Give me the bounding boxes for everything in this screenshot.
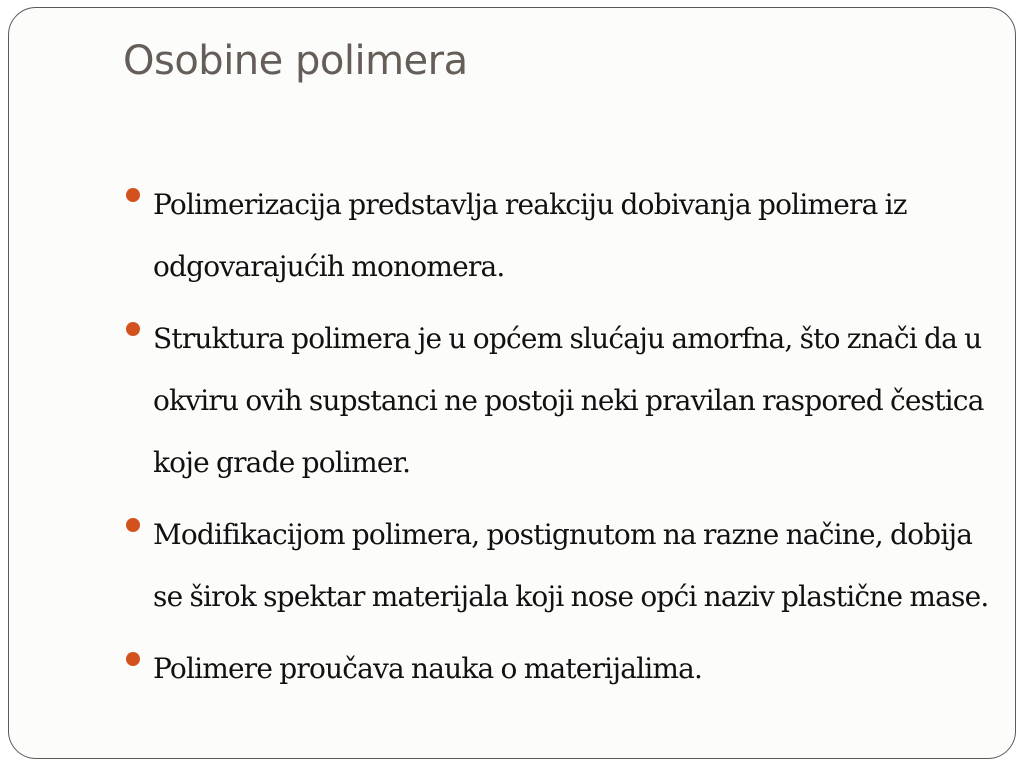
bullet-dot-icon (126, 188, 140, 202)
bullet-text: Polimerizacija predstavlja reakciju dobivanja polimera iz odgovarajućih monomera. (153, 188, 907, 283)
list-item (123, 504, 1003, 628)
slide-title: Osobine polimera (123, 38, 468, 84)
bullet-dot-icon (126, 518, 140, 532)
bullet-dot-icon (126, 322, 140, 336)
list-item (123, 638, 1003, 700)
bullet-text: Polimere proučava nauka o materijalima. (153, 652, 703, 685)
slide-frame (8, 7, 1016, 759)
bullet-list (123, 174, 1003, 710)
bullet-text: Modifikacijom polimera, postignutom na razne načine, dobija se širok spektar materijala koji nose opći naziv plastične mase. (153, 518, 989, 613)
bullet-text: Struktura polimera je u općem slućaju amorfna, što znači da u okviru ovih supstanci ne postoji neki pravilan raspored čestica koje grade polimer. (153, 322, 984, 479)
bullet-dot-icon (126, 652, 140, 666)
list-item (123, 174, 1003, 298)
list-item (123, 308, 1003, 494)
